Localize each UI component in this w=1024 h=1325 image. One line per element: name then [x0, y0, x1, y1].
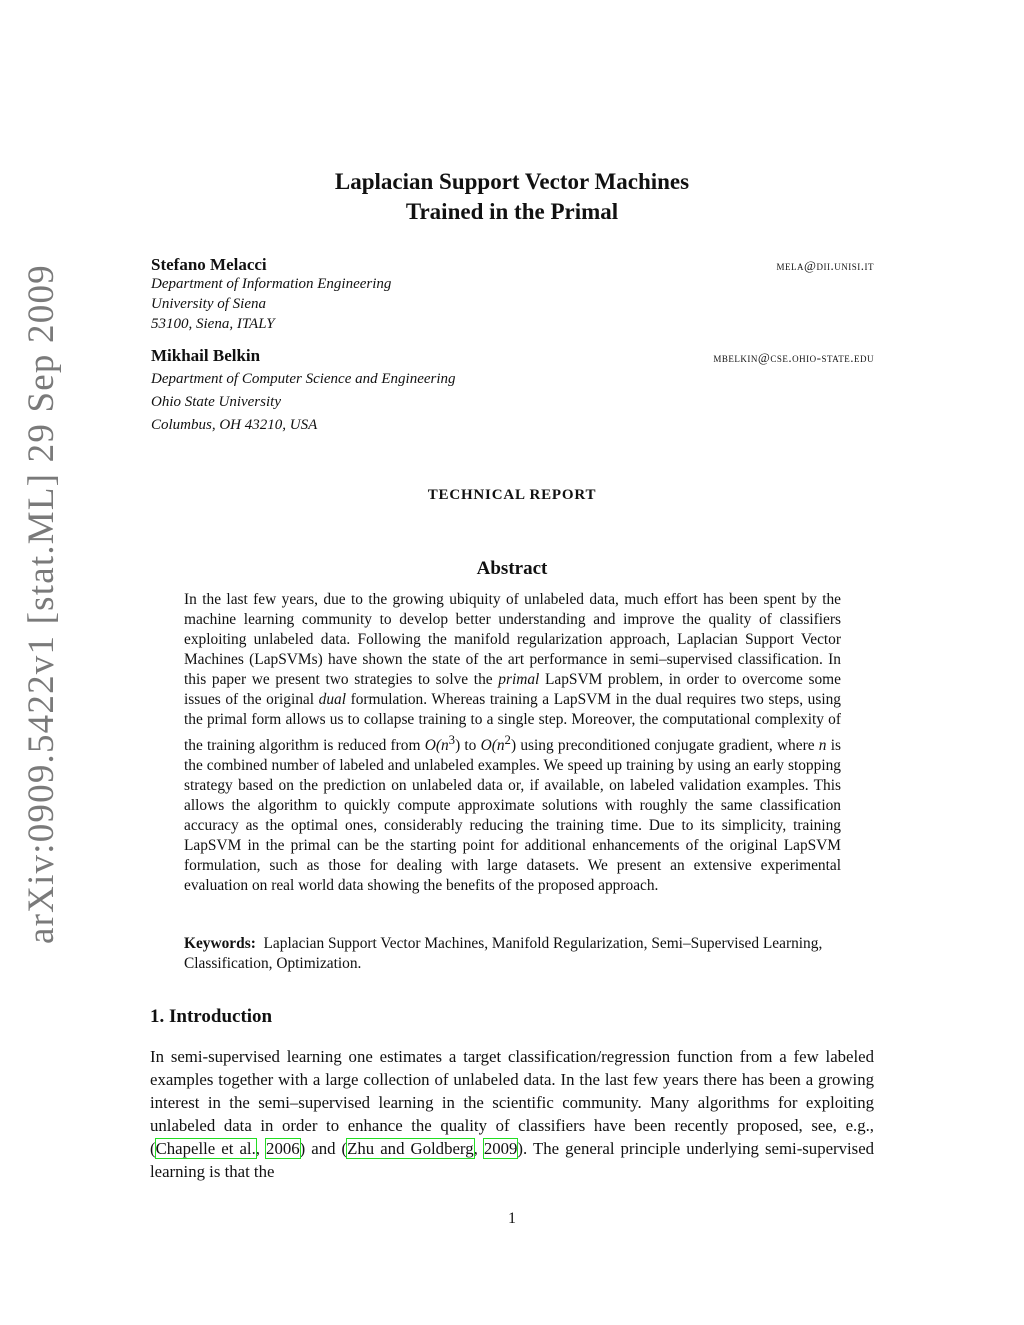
author-affiliation-line: 53100, Siena, ITALY: [151, 316, 275, 332]
author-email[interactable]: mbelkin@cse.ohio-state.edu: [713, 350, 874, 365]
abstract-text: In the last few years, due to the growing ubiquity of unlabeled data, much effort has been spent by the machine learning community to develop better understanding and improve the quality of classifiers exploiting unlabeled data. Following the manifold regularization approach, Laplacian Support Vector Machines (LapSVMs) have shown the state of the art performance in semi–supervised classification. In this paper we present two strategies to solve the primal LapSVM problem, in order to overcome some issues of the original dual formulation. Whereas training a LapSVM in the dual requires two steps, using the primal form allows us to collapse training to a single step. Moreover, the computational complexity of the training algorithm is reduced from $O(n^3)$ to $O(n^2)$ using preconditioned conjugate gradient, where n is the combined number of labeled and unlabeled examples. We speed up training by using an early stopping strategy based on the prediction on unlabeled data or, if available, on labeled validation examples. This allows the algorithm to quickly compute approximate solutions with roughly the same classification accuracy as the optimal ones, considerably reducing the training time. Due to its simplicity, training LapSVM in the primal can be the starting point for additional enhancements of the original LapSVM formulation, such as those for dealing with large datasets. We present an extensive experimental evaluation on real world data showing the benefits of the proposed approach.: [184, 591, 841, 895]
citation-link[interactable]: Chapelle et al.: [155, 1139, 256, 1158]
technical-report-label: TECHNICAL REPORT: [427, 487, 597, 503]
page-number: 1: [508, 1210, 516, 1227]
author-email[interactable]: mela@dii.unisi.it: [776, 258, 874, 273]
arxiv-identifier-stamp: arXiv:0909.5422v1 [stat.ML] 29 Sep 2009: [21, 264, 62, 944]
paper-title-line-2: Trained in the Primal: [405, 199, 619, 224]
citation-link[interactable]: 2009: [483, 1139, 518, 1158]
abstract-heading: Abstract: [476, 558, 548, 579]
introduction-paragraph: In semi-supervised learning one estimates a target classification/regression function from a few labeled examples together with a large collection of unlabeled data. In the last few years there has been a growing interest in the semi–supervised learning in the scientific community. Many algorithms for exploiting unlabeled data in order to enhance the quality of classifiers have been recently proposed, see, e.g., (Chapelle et al., 2006) and (Zhu and Goldberg, 2009). The general principle underlying semi-supervised learning is that the: [150, 1047, 875, 1181]
author-affiliation-line: Columbus, OH 43210, USA: [151, 417, 318, 433]
author-name: Stefano Melacci: [151, 255, 267, 274]
author-affiliation-line: Department of Information Engineering: [151, 276, 392, 292]
keywords-label: Keywords:: [184, 935, 256, 952]
paper-title-line-1: Laplacian Support Vector Machines: [334, 169, 690, 194]
author-affiliation-line: Department of Computer Science and Engineering: [151, 371, 456, 387]
keywords-list: Laplacian Support Vector Machines, Manifold Regularization, Semi–Supervised Learning, Classification, Optimization.: [184, 935, 823, 972]
citation-link[interactable]: Zhu and Goldberg: [347, 1139, 474, 1158]
author-affiliation-line: Ohio State University: [151, 394, 281, 410]
keywords: [184, 934, 856, 974]
citation-link[interactable]: 2006: [266, 1139, 300, 1158]
section-heading-introduction: 1. Introduction: [150, 1006, 273, 1027]
author-affiliation-line: University of Siena: [151, 296, 266, 312]
author-name: Mikhail Belkin: [151, 346, 261, 365]
